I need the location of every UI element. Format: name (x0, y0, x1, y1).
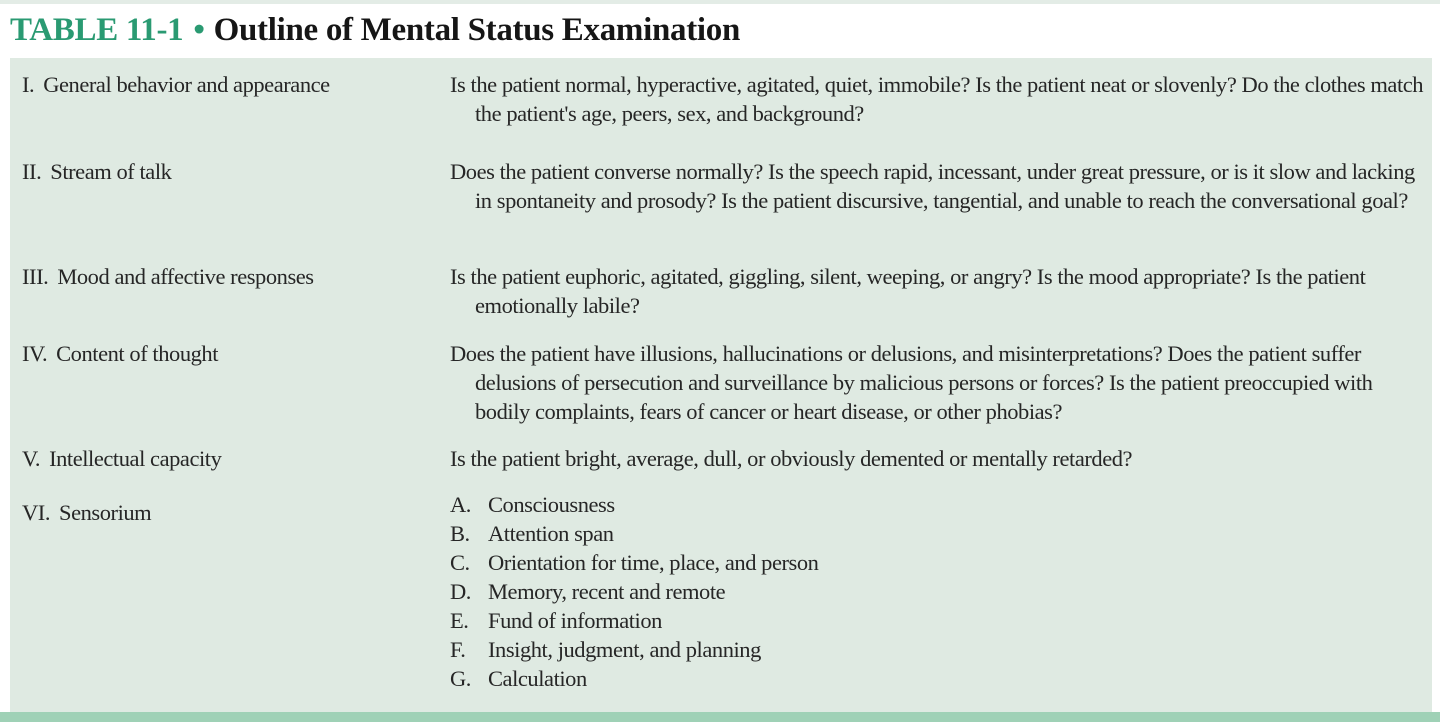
list-item (450, 519, 1425, 548)
list-item (450, 577, 1425, 606)
row-description-text: Does the patient converse normally? Is the speech rapid, incessant, under great pressure, or is it slow and lacking in spontaneity and prosody? Is the patient discursive, tangential, and unable to reach the conversational goal? (450, 159, 1415, 213)
table-body (10, 58, 1432, 712)
row-heading (22, 157, 442, 186)
list-item (450, 635, 1425, 664)
list-item-text: Attention span (488, 521, 614, 546)
row-description (450, 262, 1425, 320)
row-numeral: I. (22, 72, 35, 97)
row-numeral: IV. (22, 341, 48, 366)
row-name: Intellectual capacity (49, 446, 222, 471)
sensorium-list (450, 490, 1425, 693)
table-title (10, 8, 740, 52)
row-description (450, 70, 1425, 128)
page-title: Outline of Mental Status Examination (213, 12, 741, 48)
row-name: Stream of talk (50, 159, 172, 184)
list-item-letter: F. (450, 637, 466, 662)
list-item-text: Insight, judgment, and planning (488, 637, 761, 662)
list-item-text: Fund of information (488, 608, 662, 633)
list-item (450, 664, 1425, 693)
row-name: General behavior and appearance (43, 72, 330, 97)
title-bullet: • (193, 12, 205, 48)
list-item-text: Orientation for time, place, and person (488, 550, 819, 575)
list-item-letter: D. (450, 579, 471, 604)
row-description (450, 444, 1425, 473)
list-item-text: Calculation (488, 666, 587, 691)
row-name: Sensorium (59, 500, 152, 525)
row-description-text: Does the patient have illusions, hallucinations or delusions, and misinterpretations? Does the patient suffer delusions of persecution and surveillance by malicious persons or forces? Is the patient preoccupied with bodily complaints, fears of cancer or heart disease, or other phobias? (450, 341, 1373, 424)
list-item-letter: E. (450, 608, 469, 633)
table-label: TABLE 11-1 (10, 12, 184, 48)
list-item (450, 490, 1425, 519)
row-description (450, 339, 1425, 426)
list-item-letter: A. (450, 492, 471, 517)
row-numeral: V. (22, 446, 41, 471)
row-heading (22, 498, 442, 527)
top-divider (0, 0, 1440, 4)
row-heading (22, 70, 442, 99)
list-item-letter: G. (450, 666, 471, 691)
list-item (450, 606, 1425, 635)
row-name: Content of thought (56, 341, 219, 366)
row-numeral: VI. (22, 500, 51, 525)
bottom-divider (0, 712, 1440, 722)
row-heading (22, 444, 442, 473)
row-numeral: II. (22, 159, 42, 184)
list-item-letter: C. (450, 550, 470, 575)
list-item-text: Memory, recent and remote (488, 579, 726, 604)
row-numeral: III. (22, 264, 49, 289)
list-item-letter: B. (450, 521, 470, 546)
list-item (450, 548, 1425, 577)
row-heading (22, 339, 442, 368)
row-description-text: Is the patient euphoric, agitated, giggling, silent, weeping, or angry? Is the mood appropriate? Is the patient emotionally labile? (450, 264, 1366, 318)
row-name: Mood and affective responses (57, 264, 314, 289)
row-description-text: Is the patient normal, hyperactive, agitated, quiet, immobile? Is the patient neat or slovenly? Do the clothes match the patient's age, peers, sex, and background? (450, 72, 1424, 126)
row-description (450, 157, 1425, 215)
list-item-text: Consciousness (488, 492, 615, 517)
row-heading (22, 262, 442, 291)
row-description-text: Is the patient bright, average, dull, or obviously demented or mentally retarded? (450, 446, 1133, 471)
